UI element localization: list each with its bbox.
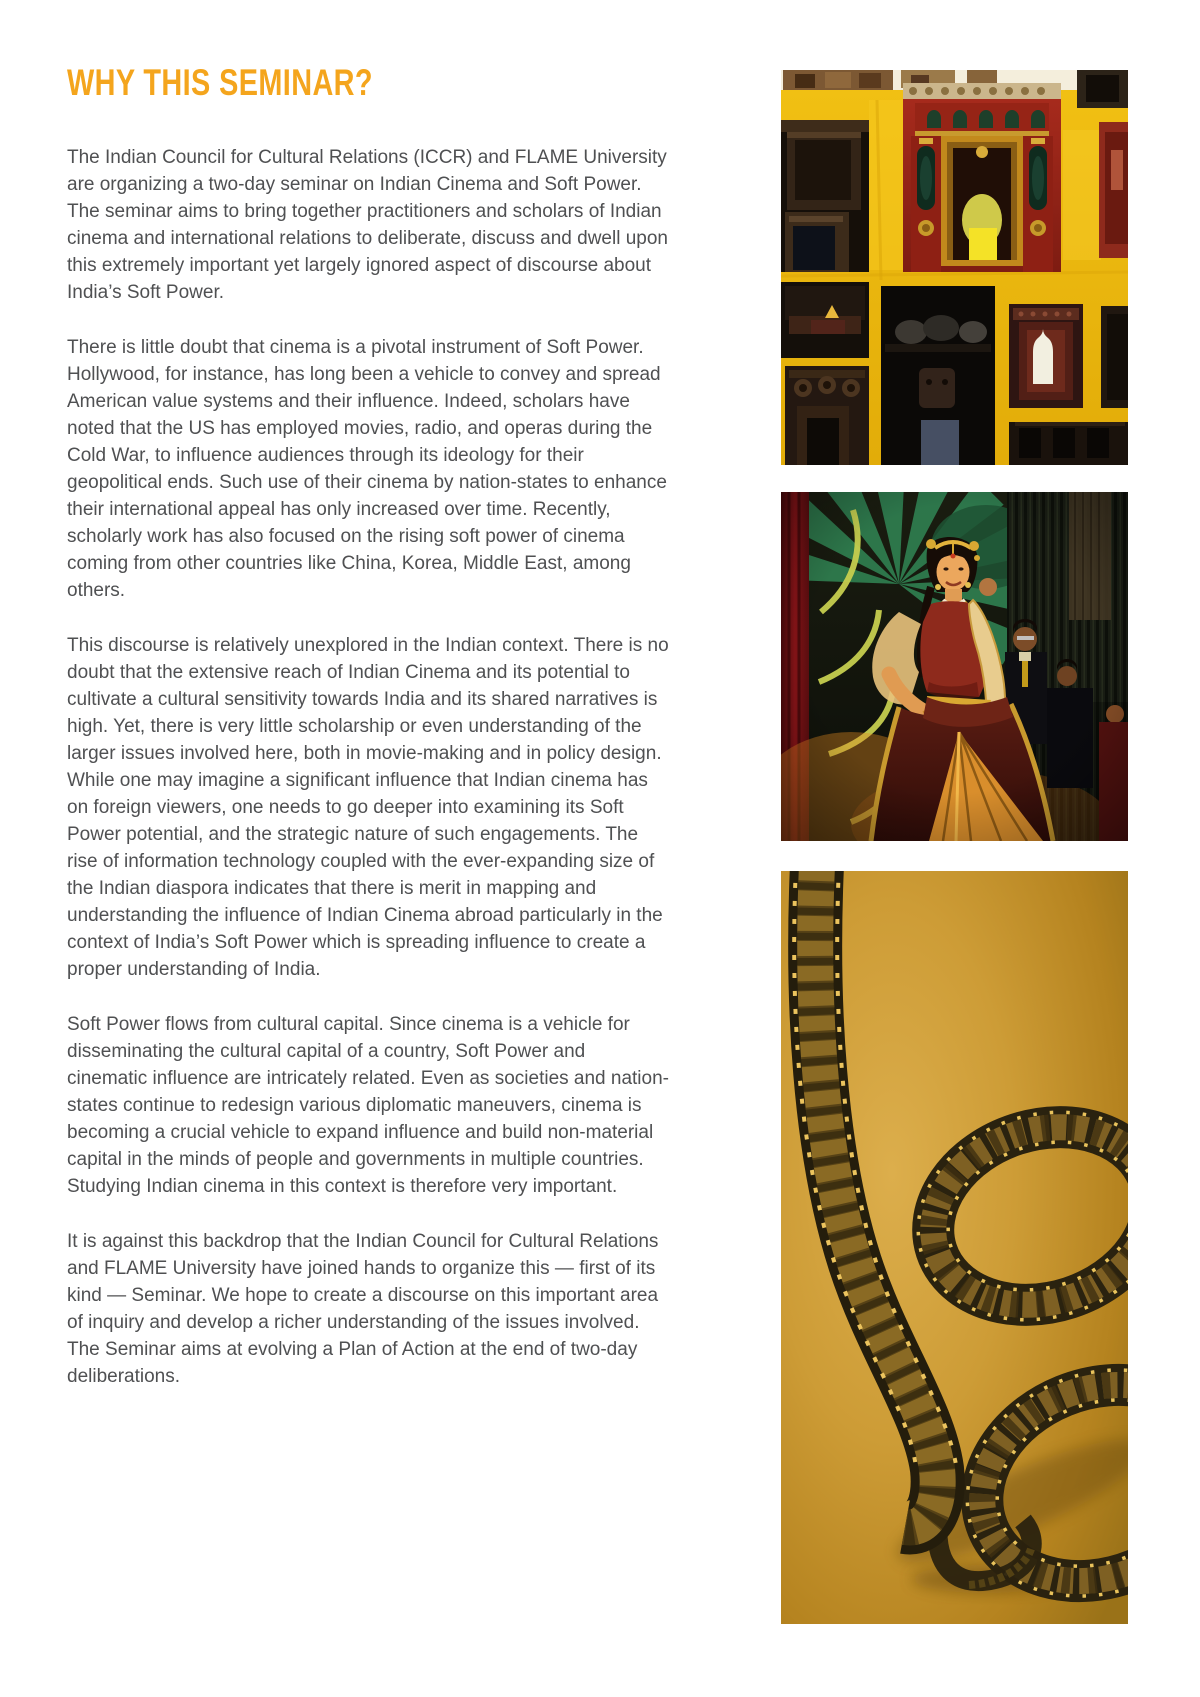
photo-film-strip — [781, 871, 1128, 1624]
body-paragraph-2: There is little doubt that cinema is a pivotal instrument of Soft Power. Hollywood, for instance, has long been a vehicle to convey and spread American value systems and their influence. Indeed, scholars have noted that the US has employed movies, radio, and operas during the Cold War, to influence audiences through its ideology for their geopolitical ends. Such use of their cinema by nation-states to enhance their international appeal has only increased over time. Recently, scholarly work has also focused on the rising soft power of cinema coming from other countries like China, Korea, Middle East, among others. — [67, 337, 667, 601]
film-strip-illustration — [781, 871, 1128, 1624]
body-paragraph-3: This discourse is relatively unexplored in the Indian context. There is no doubt that the extensive reach of Indian Cinema and its potential to cultivate a cultural sensitivity towards India and its shared narratives is high. Yet, there is very little scholarship or even understanding of the larger issues involved here, both in movie-making and in policy design. While one may imagine a significant influence that Indian cinema has on foreign viewers, one needs to go deeper into examining its Soft Power potential, and the strategic nature of such engagements. The rise of information technology coupled with the ever-expanding size of the Indian diaspora indicates that there is merit in mapping and understanding the influence of Indian Cinema abroad particularly in the context of India’s Soft Power which is spreading influence to create a proper understanding of India. — [67, 635, 669, 980]
article-body — [67, 144, 669, 1418]
classical-dancer-illustration — [781, 492, 1128, 841]
photo-classical-dancer — [781, 492, 1128, 841]
body-paragraph-1: The Indian Council for Cultural Relations (ICCR) and FLAME University are organizing a two-day seminar on Indian Cinema and Soft Power. The seminar aims to bring together practitioners and scholars of Indian cinema and international relations to deliberate, discuss and dwell upon this extremely important yet largely ignored aspect of discourse about India’s Soft Power. — [67, 147, 668, 303]
photo-carved-windows — [781, 70, 1128, 465]
carved-windows-illustration — [781, 70, 1128, 465]
body-paragraph-5: It is against this backdrop that the Indian Council for Cultural Relations and FLAME University have joined hands to organize this — first of its kind — Seminar. We hope to create a discourse on this important area of inquiry and develop a richer understanding of the issues involved. The Seminar aims at evolving a Plan of Action at the end of two-day deliberations. — [67, 1231, 659, 1387]
body-paragraph-4: Soft Power flows from cultural capital. Since cinema is a vehicle for disseminating the cultural capital of a country, Soft Power and cinematic influence are intricately related. Even as societies and nation-states continue to redesign various diplomatic maneuvers, cinema is becoming a crucial vehicle to expand influence and build non-material capital in the minds of people and governments in multiple countries. Studying Indian cinema in this context is therefore very important. — [67, 1014, 669, 1197]
page-title: WHY THIS SEMINAR? — [67, 62, 373, 103]
